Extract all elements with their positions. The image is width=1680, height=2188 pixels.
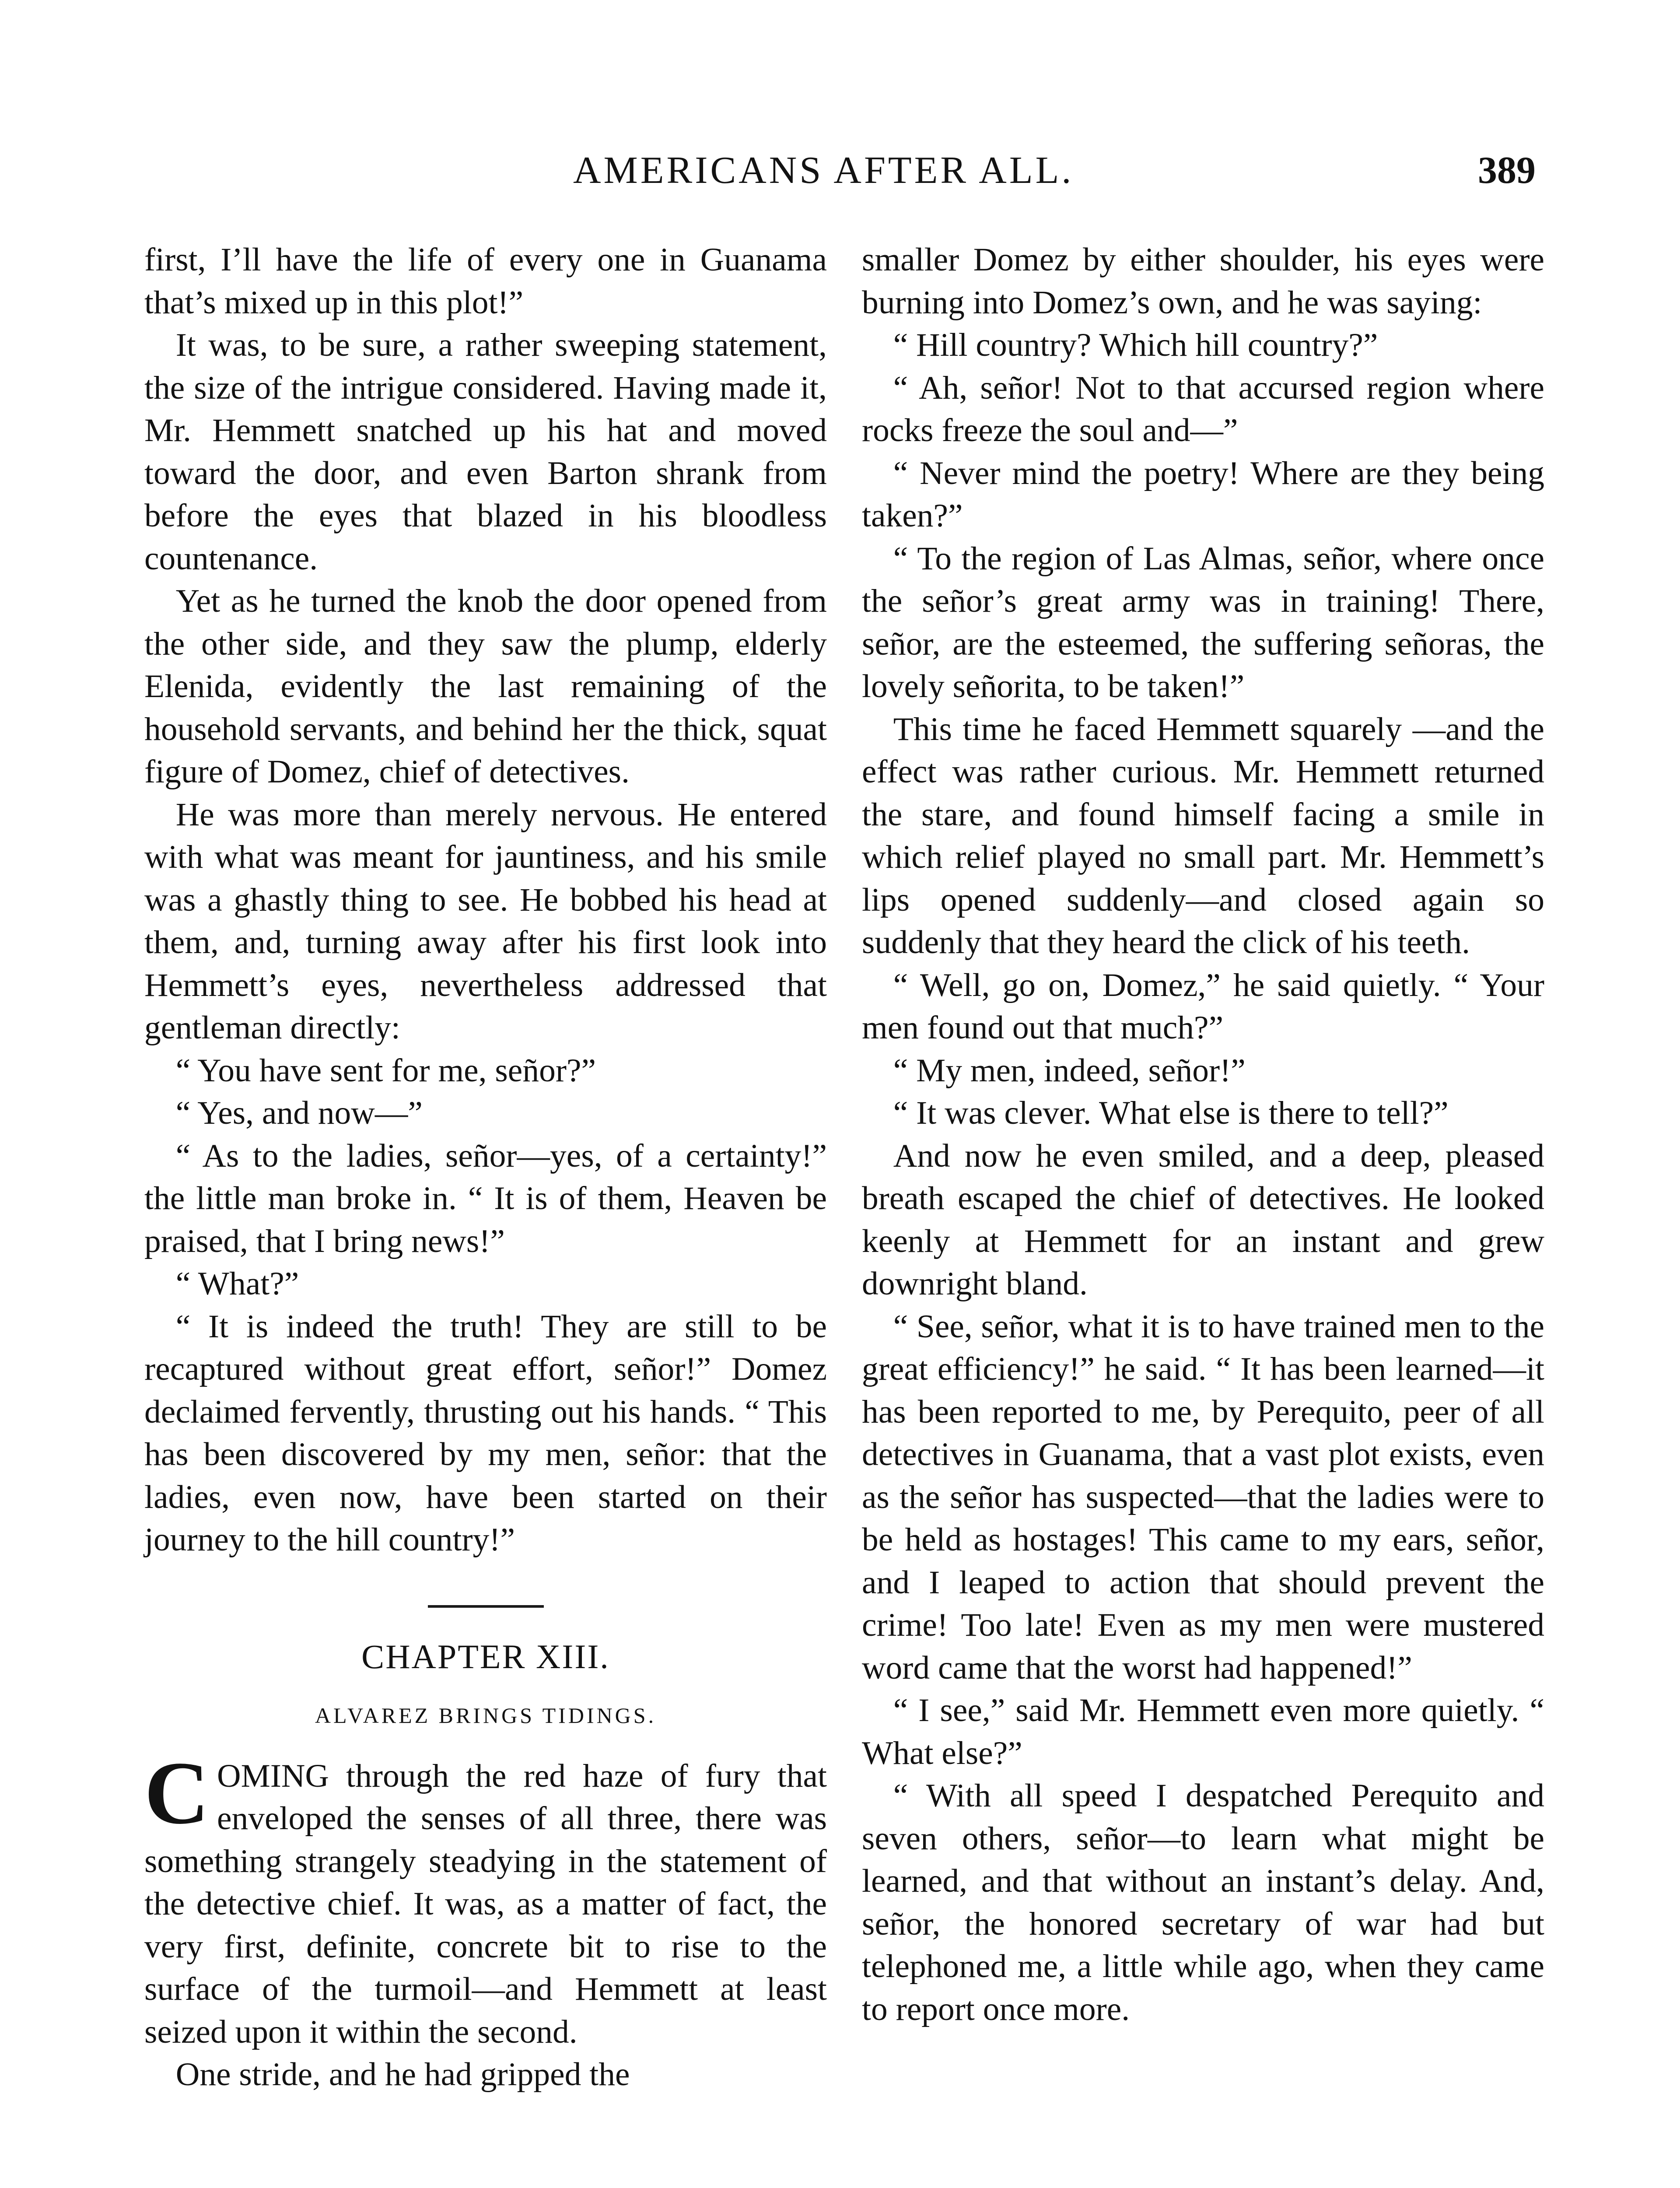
- section-divider: [428, 1605, 544, 1608]
- paragraph: One stride, and he had gripped the: [175, 2056, 630, 2093]
- paragraph: “ Hill country? Which hill country?”: [893, 327, 1378, 363]
- chapter-opening-text: OMING through the red haze of fury that enveloped the senses of all three, there was something strangely steadying in the statement of the detective chief. It was, as a matter of fact, the very first, definite, concrete bit to rise to the surface of the turmoil—and Hemmett at least seized upon it within the second.: [144, 1757, 827, 2050]
- paragraph: “ Never mind the poetry! Where are they being taken?”: [862, 455, 1544, 534]
- chapter-subtitle: ALVAREZ BRINGS TIDINGS.: [315, 1703, 657, 1728]
- paragraph: “ My men, indeed, señor!”: [893, 1052, 1246, 1089]
- paragraph: “ To the region of Las Almas, señor, where once the señor’s great army was in training! There, señor, are the esteemed, the suffering señoras, the lovely señorita, to be taken!”: [862, 540, 1544, 705]
- paragraph: Yet as he turned the knob the door opened from the other side, and they saw the plump, elderly Elenida, evidently the last remaining of the household servants, and behind her the thick, squat figure of Domez, chief of detectives.: [144, 583, 827, 790]
- left-column: [144, 238, 827, 2096]
- paragraph: smaller Domez by either shoulder, his eyes were burning into Domez’s own, and he was saying:: [862, 242, 1544, 321]
- paragraph: “ I see,” said Mr. Hemmett even more quietly. “ What else?”: [862, 1692, 1544, 1771]
- running-head: [144, 144, 1536, 197]
- paragraph: He was more than merely nervous. He entered with what was meant for jauntiness, and his smile was a ghastly thing to see. He bobbed his head at them, and, turning away after his first look into Hemmett’s eyes, nevertheless addressed that gentleman directly:: [144, 796, 827, 1046]
- chapter-opening-paragraph: [144, 1743, 827, 2054]
- paragraph: “ As to the ladies, señor—yes, of a certainty!” the little man broke in. “ It is of them, Heaven be praised, that I bring news!”: [144, 1137, 827, 1259]
- paragraph: “ You have sent for me, señor?”: [175, 1052, 596, 1089]
- paragraph: This time he faced Hemmett squarely —and the effect was rather curious. Mr. Hemmett returned the stare, and found himself facing a smile in which relief played no small part. Mr. Hemmett’s lips opened suddenly—and closed again so suddenly that they heard the click of his teeth.: [862, 711, 1544, 961]
- paragraph: first, I’ll have the life of every one in Guanama that’s mixed up in this plot!”: [144, 242, 827, 321]
- paragraph: “ Yes, and now—”: [175, 1095, 423, 1131]
- running-title: AMERICANS AFTER ALL.: [573, 149, 1074, 192]
- drop-cap: C: [144, 1743, 210, 1843]
- paragraph: And now he even smiled, and a deep, pleased breath escaped the chief of detectives. He looked keenly at Hemmett for an instant and grew downright bland.: [862, 1137, 1544, 1302]
- page-number: 389: [1478, 149, 1536, 192]
- paragraph: “ It was clever. What else is there to tell?”: [893, 1095, 1449, 1131]
- paragraph: “ Ah, señor! Not to that accursed region where rocks freeze the soul and—”: [862, 369, 1544, 449]
- right-column: [862, 238, 1544, 2030]
- paragraph: “ It is indeed the truth! They are still to be recaptured without great effort, señor!” Domez declaimed fervently, thrusting out his hands. “ This has been discovered by my men, señor: that the ladies, even now, have been started on their journey to the hill country!”: [144, 1308, 827, 1558]
- chapter-title: CHAPTER XIII.: [361, 1637, 610, 1676]
- paragraph: “ What?”: [175, 1266, 299, 1302]
- paragraph: “ With all speed I despatched Perequito and seven others, señor—to learn what might be learned, and that without an instant’s delay. And, señor, the honored secretary of war had but telephoned me, a little while ago, when they came to report once more.: [862, 1778, 1544, 2027]
- paragraph: “ Well, go on, Domez,” he said quietly. “ Your men found out that much?”: [862, 967, 1544, 1046]
- paragraph: “ See, señor, what it is to have trained men to the great efficiency!” he said. “ It has been learned—it has been reported to me, by Perequito, peer of all detectives in Guanama, that a vast plot exists, even as the señor has suspected—that the ladies were to be held as hostages! This came to my ears, señor, and I leaped to action that should prevent the crime! Too late! Even as my men were mustered word came that the worst had happened!”: [862, 1308, 1544, 1686]
- paragraph: It was, to be sure, a rather sweeping statement, the size of the intrigue considered. Having made it, Mr. Hemmett snatched up his hat and moved toward the door, and even Barton shrank from before the eyes that blazed in his bloodless countenance.: [144, 327, 827, 577]
